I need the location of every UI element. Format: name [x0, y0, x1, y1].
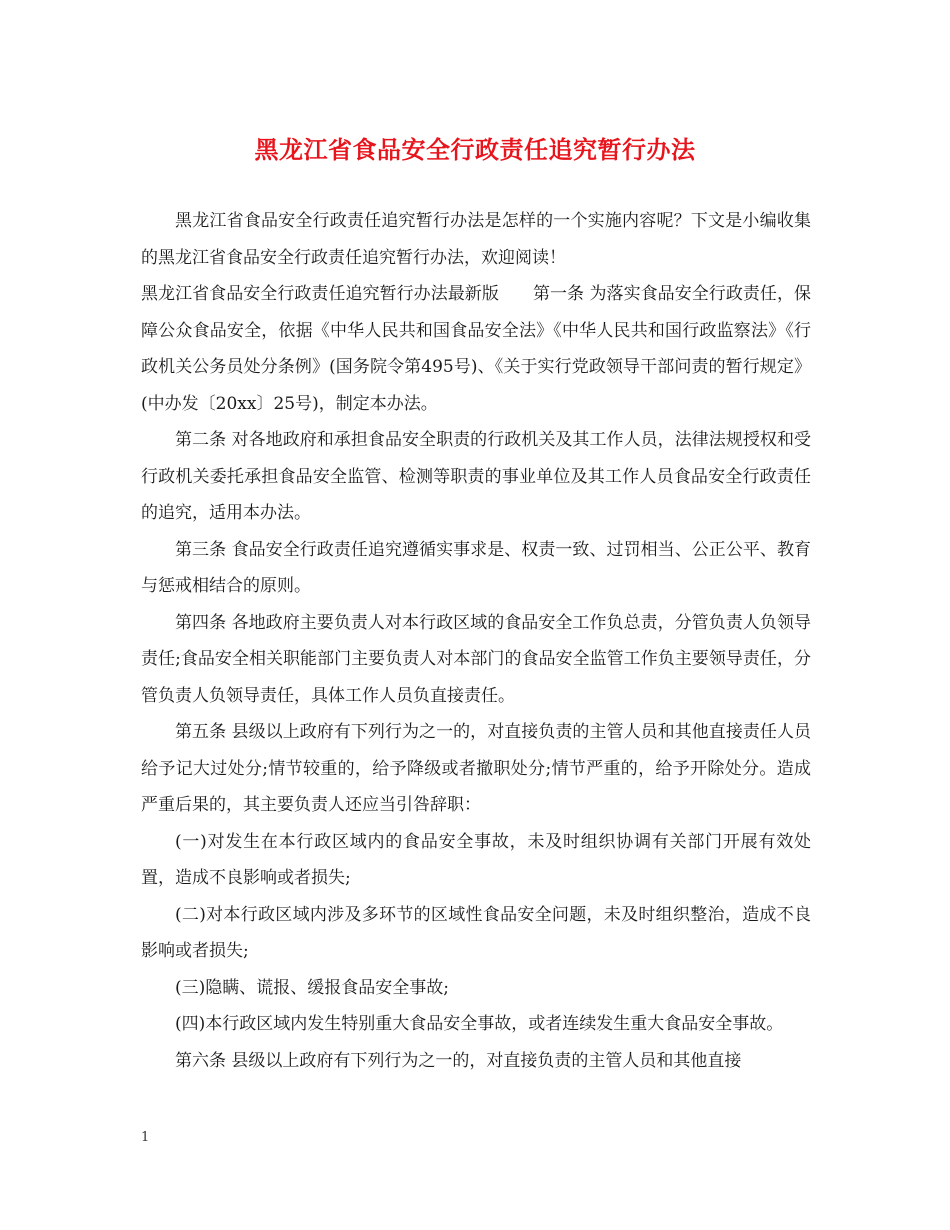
- article-4-paragraph: 第四条 各地政府主要负责人对本行政区域的食品安全工作负总责，分管负责人负领导责任;食品安全相关职能部门主要负责人对本部门的食品安全监管工作负主要领导责任，分管负责人负领导责任，具体工作人员负直接责任。: [141, 612, 811, 706]
- article-3-paragraph: 第三条 食品安全行政责任追究遵循实事求是、权责一致、过罚相当、公正公平、教育与惩戒相结合的原则。: [141, 539, 811, 596]
- list-item-1: (一)对发生在本行政区域内的食品安全事故，未及时组织协调有关部门开展有效处置，造成不良影响或者损失;: [141, 831, 811, 888]
- document-body: [141, 203, 811, 1079]
- article-6-paragraph: 第六条 县级以上政府有下列行为之一的，对直接负责的主管人员和其他直接: [175, 1050, 742, 1071]
- article-1-paragraph: 黑龙江省食品安全行政责任追究暂行办法最新版 第一条 为落实食品安全行政责任，保障公众食品安全，依据《中华人民共和国食品安全法》《中华人民共和国行政监察法》《行政机关公务员处分条例》(国务院令第495号)、《关于实行党政领导干部问责的暂行规定》(中办发〔20xx〕25号)，制定本办法。: [141, 284, 811, 414]
- intro-paragraph: 黑龙江省食品安全行政责任追究暂行办法是怎样的一个实施内容呢？下文是小编收集的黑龙江省食品安全行政责任追究暂行办法，欢迎阅读！: [141, 211, 811, 268]
- article-5-paragraph: 第五条 县级以上政府有下列行为之一的，对直接负责的主管人员和其他直接责任人员给予记大过处分;情节较重的，给予降级或者撤职处分;情节严重的，给予开除处分。造成严重后果的，其主要负责人还应当引咎辞职：: [141, 722, 811, 815]
- page-number: 1: [141, 1130, 150, 1145]
- list-item-2: (二)对本行政区域内涉及多环节的区域性食品安全问题，未及时组织整治，造成不良影响或者损失;: [141, 904, 811, 961]
- list-item-3: (三)隐瞒、谎报、缓报食品安全事故;: [175, 977, 449, 998]
- article-2-paragraph: 第二条 对各地政府和承担食品安全职责的行政机关及其工作人员，法律法规授权和受行政机关委托承担食品安全监管、检测等职责的事业单位及其工作人员食品安全行政责任的追究，适用本办法。: [141, 430, 811, 523]
- list-item-4: (四)本行政区域内发生特别重大食品安全事故，或者连续发生重大食品安全事故。: [175, 1014, 784, 1034]
- document-title: 黑龙江省食品安全行政责任追究暂行办法: [254, 135, 696, 164]
